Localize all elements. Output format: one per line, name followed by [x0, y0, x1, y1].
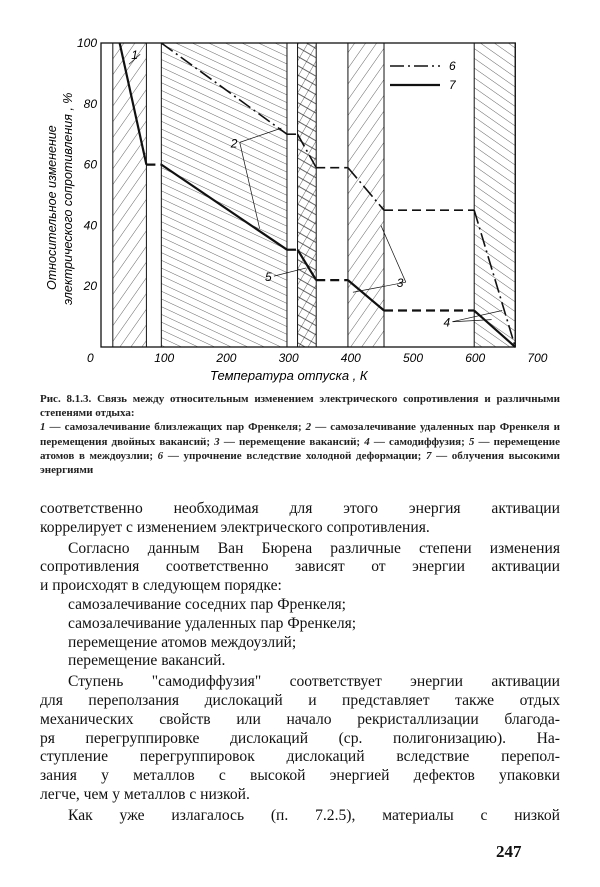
text-line: легче, чем у металлов с низкой. — [40, 785, 250, 803]
y-tick-label: 40 — [83, 218, 97, 233]
text-line: для переползания дислокаций и представляет также отдых — [40, 691, 560, 709]
list-item: самозалечивание удаленных пар Френкеля; — [68, 614, 357, 632]
caption-item: — самодиффузия; — [373, 435, 465, 448]
text-line: ступление перегруппировок дислокаций вследствие перепол- — [40, 748, 560, 766]
caption-item: — самозалечивание удаленных пар Френкеля и перемещения двойных вакансий; — [40, 421, 560, 448]
text-line: Ступень "самодиффузия" соответствует энергии активации — [68, 673, 560, 691]
text-line: Согласно данным Ван Бюрена различные степени изменения — [68, 539, 560, 557]
hatched-band — [474, 43, 515, 347]
annotation-label: 3 — [396, 276, 404, 291]
annotation-label: 5 — [264, 270, 272, 285]
x-tick-label: 400 — [340, 351, 361, 365]
caption-num: 2 — [305, 421, 312, 434]
resistance-vs-temperature-chart — [0, 0, 600, 390]
y-axis-label-line1: Относительное изменение — [45, 125, 59, 290]
list-item: перемещение вакансий. — [68, 652, 226, 670]
caption-num: 3 — [214, 435, 220, 448]
text-line: соответственно необходимая для этого энергия активации — [40, 500, 560, 517]
caption-title: Связь между относительным изменением электрического сопротивления и различными степенями отдыха: — [40, 393, 560, 420]
text-line: зания у металлов с высокой энергией дефектов упаковки — [40, 767, 560, 785]
y-tick-label: 100 — [76, 36, 97, 50]
annotation-label: 4 — [443, 315, 451, 330]
text-line: механических свойств или начало рекристаллизации благода- — [40, 710, 560, 728]
text-line: и происходят в следующем порядке: — [40, 577, 282, 595]
y-tick-label: 20 — [83, 279, 97, 294]
caption-item: — перемещение вакансий; — [223, 435, 361, 448]
text-line: коррелирует с изменением электрического сопротивления. — [40, 518, 430, 536]
body-text — [40, 500, 560, 826]
text-line: Как уже излагалось (п. 7.2.5), материалы с низкой — [68, 806, 560, 824]
x-tick-label: 200 — [216, 351, 237, 365]
y-tick-label: 80 — [83, 96, 97, 111]
x-tick-label: 500 — [403, 351, 424, 365]
text-line: сопротивления соответственно зависят от энергии активации — [40, 558, 560, 576]
caption-item: — самозалечивание близлежащих пар Френкеля; — [49, 421, 302, 434]
annotation-label: 1 — [131, 48, 138, 63]
hatched-band — [298, 43, 317, 347]
caption-num: 7 — [425, 449, 432, 462]
x-tick-label: 600 — [465, 351, 486, 365]
list-item: самозалечивание соседних пар Френкеля; — [68, 595, 346, 613]
text-line: ря перегруппировке дислокаций (ср. полигонизацию). На- — [40, 729, 560, 747]
figure-caption — [40, 392, 560, 477]
caption-item: — упрочнение вследствие холодной деформации; — [167, 449, 422, 462]
caption-num: 1 — [40, 421, 46, 434]
page-number: 247 — [496, 842, 522, 861]
caption-num: 4 — [364, 435, 370, 448]
caption-num: 5 — [468, 435, 475, 448]
figure-label: Рис. 8.1.3. — [40, 393, 92, 405]
hatched-band — [348, 43, 384, 347]
y-axis-label-line2: электрического сопротивления , % — [61, 92, 75, 305]
x-tick-label: 0 — [87, 351, 94, 365]
caption-item: — облучения высокими энергиями — [40, 449, 561, 477]
x-tick-label: 700 — [527, 351, 548, 365]
legend-label-7: 7 — [449, 78, 456, 92]
y-tick-label: 60 — [83, 157, 97, 172]
caption-num: 6 — [157, 449, 164, 462]
annotation-label: 2 — [230, 136, 238, 151]
annotation-leader — [381, 225, 406, 282]
legend-label-6: 6 — [449, 59, 456, 73]
caption-item: — перемещение атомов в междоузлии; — [40, 435, 561, 462]
x-tick-label: 100 — [154, 351, 175, 365]
legend — [390, 59, 457, 92]
list-item: перемещение атомов междоузлий; — [68, 633, 297, 651]
x-axis-label: Температура отпуска , К — [210, 368, 368, 383]
x-tick-label: 300 — [278, 351, 299, 365]
